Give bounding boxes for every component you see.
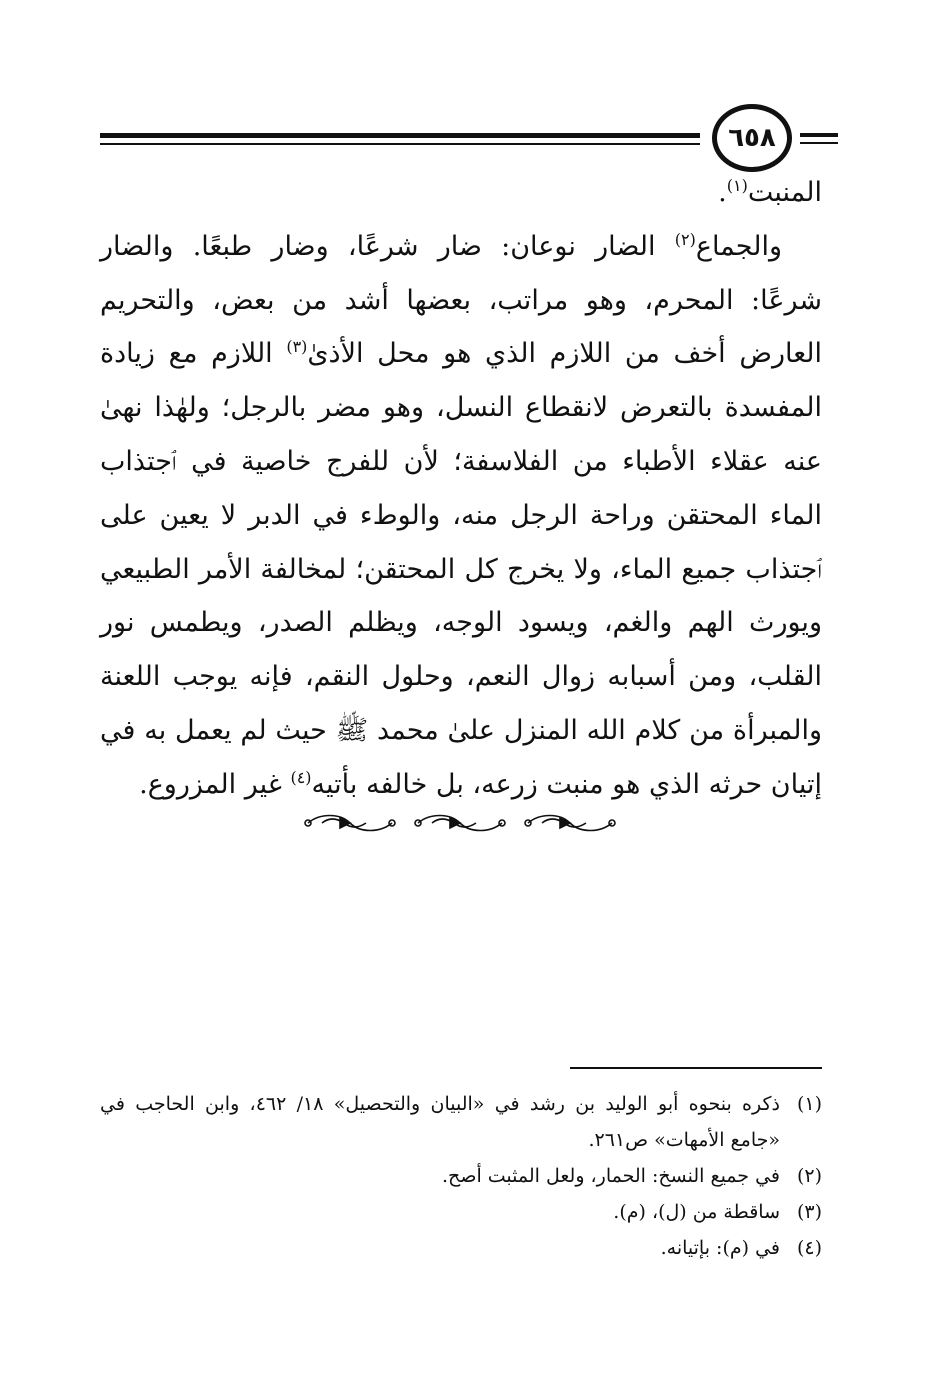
footnote-text: ذكره بنحوه أبو الوليد بن رشد في «البيان والتحصيل» ١٨/ ٤٦٢، وابن الحاجب في «جامع الأمهات» ص٢٦١. <box>100 1093 780 1151</box>
paragraph-2: والجماع$^{(٢)}$ الضار نوعان: ضار شرعًا، وضار طبعًا. والضار شرعًا: المحرم، وهو مراتب، بعضها أشد من بعض، والتحريم العارض أخف من اللازم الذي هو محل الأذىٰ$^{(٣)}$ اللازم مع زيادة المفسدة بالتعرض لانقطاع النسل، وهو مضر بالرجل؛ ولهٰذا نهىٰ عنه عقلاء الأطباء من الفلاسفة؛ لأن للفرج خاصية في ٱجتذاب الماء المحتقن وراحة الرجل منه، والوطء في الدبر لا يعين على ٱجتذاب جميع الماء، ولا يخرج كل المحتقن؛ لمخالفة الأمر الطبيعي ويورث الهم والغم، ويسود الوجه، ويظلم الصدر، ويطمس نور القلب، ومن أسبابه زوال النعم، وحلول النقم، فإنه يوجب اللعنة والمبرأة من كلام الله المنزل علىٰ محمد ﷺ حيث لم يعمل به في إتيان حرثه الذي هو منبت زرعه، بل خالفه بأتيه$^{(٤)}$ غير المزروع. <box>100 229 822 800</box>
floral-divider-icon <box>300 808 620 838</box>
header-rule-tail <box>800 133 838 137</box>
paragraph-1: المنبت$^{(١)}$. <box>718 176 822 208</box>
footnote-ref-3: (٣) <box>286 337 308 357</box>
footnote-4 <box>100 1230 822 1266</box>
footnote-number: (١) <box>796 1093 822 1115</box>
footnote-number: (٢) <box>796 1165 822 1187</box>
main-text <box>100 166 822 812</box>
footnote-text: في جميع النسخ: الحمار، ولعل المثبت أصح. <box>442 1165 780 1187</box>
footnote-number: (٣) <box>796 1201 822 1223</box>
footnote-3 <box>100 1194 822 1230</box>
footnotes <box>100 1086 822 1266</box>
footnote-text: في (م): بإتيانه. <box>660 1237 780 1259</box>
footnote-ref-4: (٤) <box>290 767 312 787</box>
page-number-badge <box>712 104 792 172</box>
header-rule-tail-thin <box>800 142 838 144</box>
footnote-ref-2: (٢) <box>674 229 696 249</box>
footnote-2 <box>100 1158 822 1194</box>
footnote-ref-1: (١) <box>726 176 748 195</box>
footnote-number: (٤) <box>796 1237 822 1259</box>
footnote-1 <box>100 1086 822 1158</box>
footnote-text: ساقطة من (ل)، (م). <box>613 1201 780 1223</box>
page-number: ٦٥٨ <box>728 123 776 153</box>
footnote-separator <box>570 1067 822 1069</box>
header-rule-thick <box>100 133 700 138</box>
header-rule-thin <box>100 143 700 145</box>
